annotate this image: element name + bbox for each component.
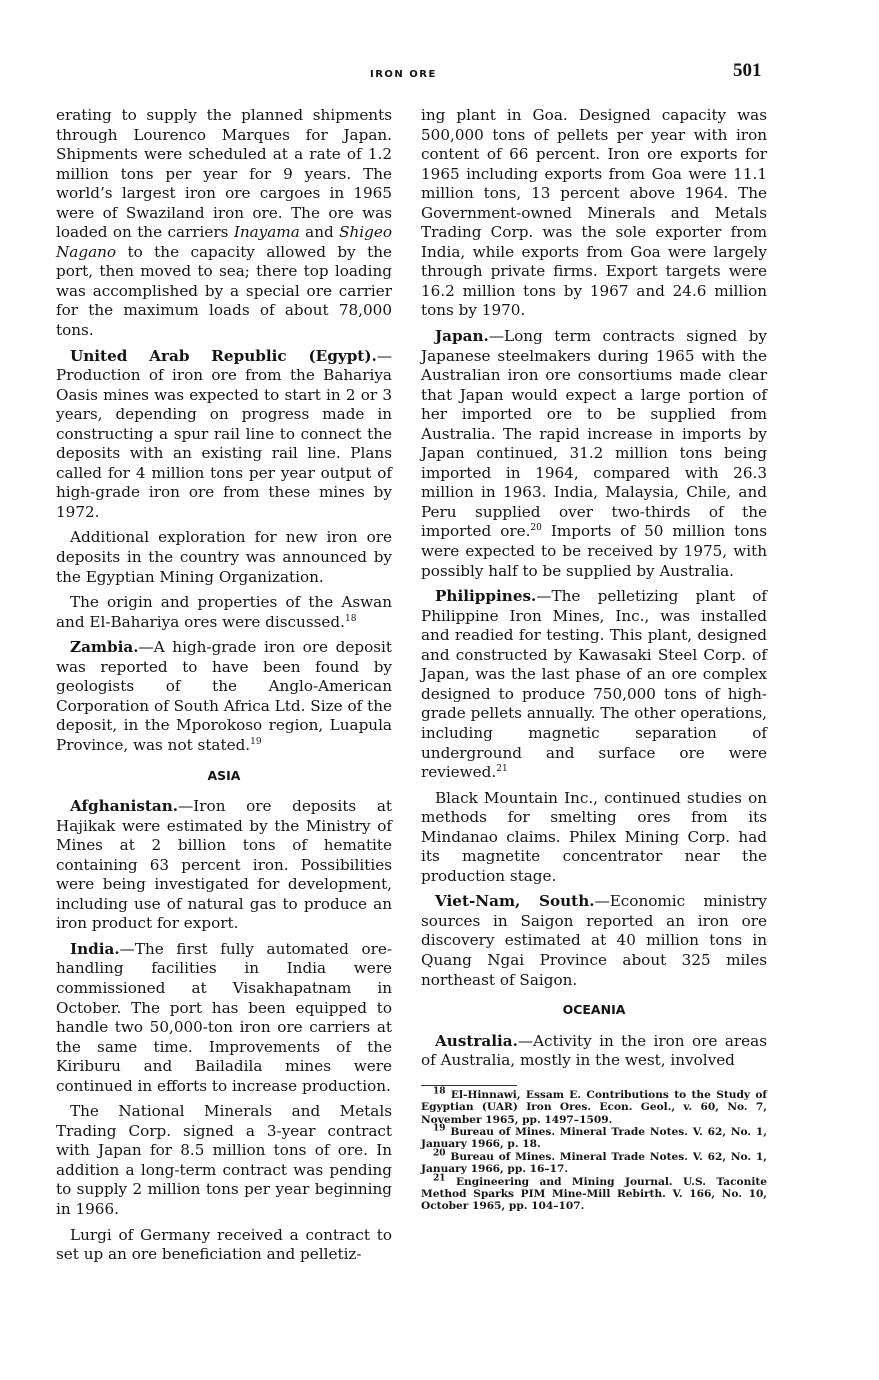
paragraph-australia: Australia.—Activity in the iron ore areas of Australia, mostly in the west, involved bbox=[421, 1031, 767, 1070]
footnote: $^{18}$ El-Hinnawi, Essam E. Contributions to the Study of Egyptian (UAR) Iron Ores. Econ. Geol., v. 60, No. 7, November 1965, pp. 1497–1509. bbox=[421, 1086, 767, 1126]
footnote-ref: 20 bbox=[530, 523, 542, 534]
country-heading: Australia. bbox=[435, 1031, 518, 1050]
ship-name: Inayama bbox=[233, 223, 300, 242]
paragraph-india: India.—The first fully automated ore-handling facilities in India were commissioned at Visakhapatnam in October. The port has been equipped to handle two 50,000-ton iron ore carriers at the same time. Improvements of the Kiriburu and Bailadila mines were continued in efforts to increase production. bbox=[56, 939, 392, 1095]
paragraph-continued: ing plant in Goa. Designed capacity was 500,000 tons of pellets per year with iron content of 66 percent. Iron ore exports for 1965 including exports from Goa were 11.1 million tons, 13 percent above 1964. The Government-owned Minerals and Metals Trading Corp. was the sole exporter from India, while exports from Goa were largely through private firms. Export targets were 16.2 million tons by 1967 and 24.6 million tons by 1970. bbox=[421, 106, 767, 320]
footnote-ref: 18 bbox=[344, 613, 357, 624]
country-heading: India. bbox=[70, 939, 120, 958]
section-heading-oceania: OCEANIA bbox=[562, 1002, 626, 1018]
paragraph: Additional exploration for new iron ore deposits in the country was announced by the Egyptian Mining Organization. bbox=[56, 528, 392, 586]
footnote: $^{20}$ Bureau of Mines. Mineral Trade Notes. V. 62, No. 1, January 1966, pp. 16–17. bbox=[421, 1148, 767, 1176]
right-column bbox=[421, 106, 767, 1213]
country-heading: Zambia. bbox=[70, 638, 139, 657]
paragraph: Black Mountain Inc., continued studies on methods for smelting ores from its Mindanao claims. Philex Mining Corp. had its magnetite concentrator near the production stage. bbox=[421, 788, 767, 885]
footnote: $^{21}$ Engineering and Mining Journal. U.S. Taconite Method Sparks PIM Mine-Mill Rebirth. V. 166, No. 10, October 1965, pp. 104–107. bbox=[421, 1173, 767, 1213]
footnote-ref: 19 bbox=[250, 736, 262, 747]
left-column bbox=[56, 106, 392, 1271]
page-number: 501 bbox=[733, 60, 762, 81]
paragraph-zambia: Zambia.—A high-grade iron ore deposit was reported to have been found by geologists of the Anglo-American Corporation of South Africa Ltd. Size of the deposit, in the Mporokoso region, Luapula Province, was not stated.$^{19}$ bbox=[56, 638, 392, 754]
footnote: $^{19}$ Bureau of Mines. Mineral Trade Notes. V. 62, No. 1, January 1966, p. 18. bbox=[421, 1123, 767, 1151]
country-heading: Afghanistan. bbox=[70, 797, 179, 816]
country-heading: United Arab Republic (Egypt). bbox=[70, 346, 377, 365]
country-heading: Philippines. bbox=[435, 587, 537, 606]
paragraph-vietnam: Viet-Nam, South.—Economic ministry sources in Saigon reported an iron ore discovery estimated at 40 million tons in Quang Ngai Province about 325 miles northeast of Saigon. bbox=[421, 892, 768, 989]
paragraph-uar: United Arab Republic (Egypt).—Production of iron ore from the Bahariya Oasis mines was expected to start in 2 or 3 years, depending on progress made in constructing a spur rail line to connect the deposits with an existing rail line. Plans called for 4 million tons per year output of high-grade iron ore from these mines by 1972. bbox=[56, 346, 392, 521]
footnote-ref: 21 bbox=[496, 763, 508, 774]
paragraph: Lurgi of Germany received a contract to set up an ore beneficiation and pelletiz- bbox=[56, 1225, 392, 1264]
running-head: IRON ORE bbox=[370, 69, 437, 80]
paragraph-continued: erating to supply the planned shipments through Lourenco Marques for Japan. Shipments were scheduled at a rate of 1.2 million tons per year for 9 years. The world’s largest iron ore cargoes in 1965 were of Swaziland iron ore. The ore was loaded on the carriers Inayama and Shigeo Nagano to the capacity allowed by the port, then moved to sea; there top loading was accomplished by a special ore carrier for the maximum loads of about 78,000 tons. bbox=[56, 106, 393, 340]
paragraph-afghanistan: Afghanistan.—Iron ore deposits at Hajikak were estimated by the Ministry of Mines at 2 billion tons of hematite containing 63 percent iron. Possibilities were being investigated for development, including use of natural gas to produce an iron product for export. bbox=[56, 797, 392, 933]
section-heading-asia: ASIA bbox=[207, 767, 241, 783]
paragraph-japan: Japan.—Long term contracts signed by Japanese steelmakers during 1965 with the Australian iron ore consortiums made clear that Japan would expect a large portion of her imported ore to be supplied from Australia. The rapid increase in imports by Japan continued, 31.2 million tons being imported in 1964, compared with 26.3 million in 1963. India, Malaysia, Chile, and Peru supplied over two-thirds of the imported ore.$^{20}$ Imports of 50 million tons were expected to be received by 1975, with possibly half to be supplied by Australia. bbox=[421, 327, 767, 580]
paragraph-philippines: Philippines.—The pelletizing plant of Philippine Iron Mines, Inc., was installed and readied for testing. This plant, designed and constructed by Kawasaki Steel Corp. of Japan, was the last phase of an ore complex designed to produce 750,000 tons of high-grade pellets annually. The other operations, including magnetic separation of underground and surface ore were reviewed.$^{21}$ bbox=[421, 587, 767, 782]
paragraph: The National Minerals and Metals Trading Corp. signed a 3-year contract with Japan for 8.5 million tons of ore. In addition a long-term contract was pending to supply 2 million tons per year beginning in 1966. bbox=[56, 1102, 392, 1218]
country-heading: Japan. bbox=[435, 327, 489, 346]
country-heading: Viet-Nam, South. bbox=[435, 892, 595, 911]
ship-name: Shigeo Nagano bbox=[56, 223, 393, 261]
footnotes bbox=[421, 1086, 767, 1213]
paragraph: The origin and properties of the Aswan and El-Bahariya ores were discussed.$^{18}$ bbox=[56, 593, 392, 631]
